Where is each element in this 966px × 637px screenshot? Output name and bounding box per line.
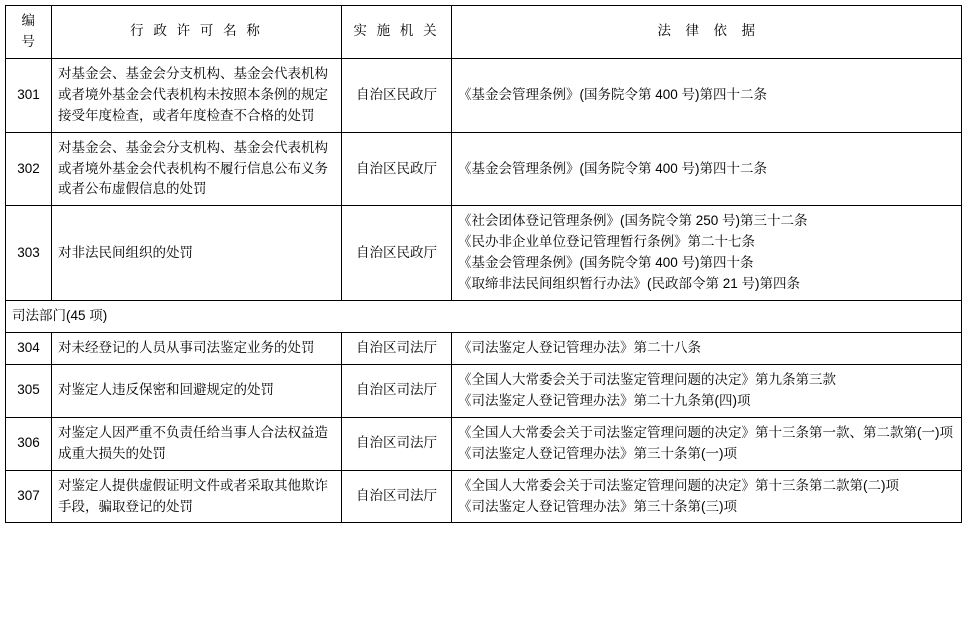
legal-basis-line: 《司法鉴定人登记管理办法》第二十八条 — [458, 339, 701, 355]
section-label: 司法部门(45 项) — [6, 301, 962, 333]
administrative-permission-table — [5, 5, 962, 523]
cell-implementing-agency: 自治区司法厅 — [342, 364, 452, 417]
cell-permission-name: 对基金会、基金会分支机构、基金会代表机构或者境外基金会代表机构未按照本条例的规定接受年度检查，或者年度检查不合格的处罚 — [52, 58, 342, 132]
cell-number: 305 — [6, 364, 52, 417]
cell-permission-name: 对未经登记的人员从事司法鉴定业务的处罚 — [52, 332, 342, 364]
cell-legal-basis — [452, 417, 962, 470]
table-header-row — [6, 6, 962, 59]
cell-legal-basis — [452, 132, 962, 206]
table-row — [6, 417, 962, 470]
legal-basis-line: 《民办非企业单位登记管理暂行条例》第二十七条 — [458, 234, 755, 250]
cell-permission-name: 对非法民间组织的处罚 — [52, 206, 342, 301]
column-header-no: 编 号 — [6, 6, 52, 59]
cell-permission-name: 对鉴定人因严重不负责任给当事人合法权益造成重大损失的处罚 — [52, 417, 342, 470]
legal-basis-line: 《取缔非法民间组织暂行办法》(民政部令第 21 号)第四条 — [458, 276, 801, 292]
table-row — [6, 332, 962, 364]
cell-implementing-agency: 自治区民政厅 — [342, 206, 452, 301]
cell-implementing-agency: 自治区司法厅 — [342, 470, 452, 523]
table-row — [6, 58, 962, 132]
legal-basis-line: 《全国人大常委会关于司法鉴定管理问题的决定》第九条第三款 — [458, 371, 836, 387]
cell-permission-name: 对鉴定人提供虚假证明文件或者采取其他欺诈手段，骗取登记的处罚 — [52, 470, 342, 523]
table-row — [6, 132, 962, 206]
legal-basis-line: 《基金会管理条例》(国务院令第 400 号)第四十二条 — [458, 86, 768, 102]
cell-number: 302 — [6, 132, 52, 206]
cell-legal-basis — [452, 332, 962, 364]
legal-basis-line: 《全国人大常委会关于司法鉴定管理问题的决定》第十三条第一款、第二款第(一)项 — [458, 424, 953, 440]
legal-basis-line: 《司法鉴定人登记管理办法》第三十条第(三)项 — [458, 498, 737, 514]
table-row — [6, 206, 962, 301]
cell-legal-basis — [452, 470, 962, 523]
legal-basis-line: 《基金会管理条例》(国务院令第 400 号)第四十二条 — [458, 160, 768, 176]
cell-number: 306 — [6, 417, 52, 470]
table-body — [6, 58, 962, 523]
cell-permission-name: 对鉴定人违反保密和回避规定的处罚 — [52, 364, 342, 417]
document-page — [0, 5, 966, 637]
table-header — [6, 6, 962, 59]
cell-number: 304 — [6, 332, 52, 364]
table-row — [6, 364, 962, 417]
legal-basis-line: 《司法鉴定人登记管理办法》第二十九条第(四)项 — [458, 392, 751, 408]
legal-basis-line: 《全国人大常委会关于司法鉴定管理问题的决定》第十三条第二款第(二)项 — [458, 477, 899, 493]
cell-legal-basis — [452, 58, 962, 132]
column-header-org: 实 施 机 关 — [342, 6, 452, 59]
cell-number: 307 — [6, 470, 52, 523]
legal-basis-line: 《基金会管理条例》(国务院令第 400 号)第四十条 — [458, 255, 754, 271]
cell-implementing-agency: 自治区民政厅 — [342, 58, 452, 132]
table-section-row — [6, 301, 962, 333]
table-row — [6, 470, 962, 523]
cell-implementing-agency: 自治区司法厅 — [342, 417, 452, 470]
cell-implementing-agency: 自治区司法厅 — [342, 332, 452, 364]
cell-legal-basis — [452, 364, 962, 417]
cell-implementing-agency: 自治区民政厅 — [342, 132, 452, 206]
legal-basis-line: 《社会团体登记管理条例》(国务院令第 250 号)第三十二条 — [458, 213, 808, 229]
legal-basis-line: 《司法鉴定人登记管理办法》第三十条第(一)项 — [458, 445, 737, 461]
cell-number: 303 — [6, 206, 52, 301]
column-header-basis: 法 律 依 据 — [452, 6, 962, 59]
cell-permission-name: 对基金会、基金会分支机构、基金会代表机构或者境外基金会代表机构不履行信息公布义务或者公布虚假信息的处罚 — [52, 132, 342, 206]
column-header-name: 行 政 许 可 名 称 — [52, 6, 342, 59]
cell-legal-basis — [452, 206, 962, 301]
cell-number: 301 — [6, 58, 52, 132]
